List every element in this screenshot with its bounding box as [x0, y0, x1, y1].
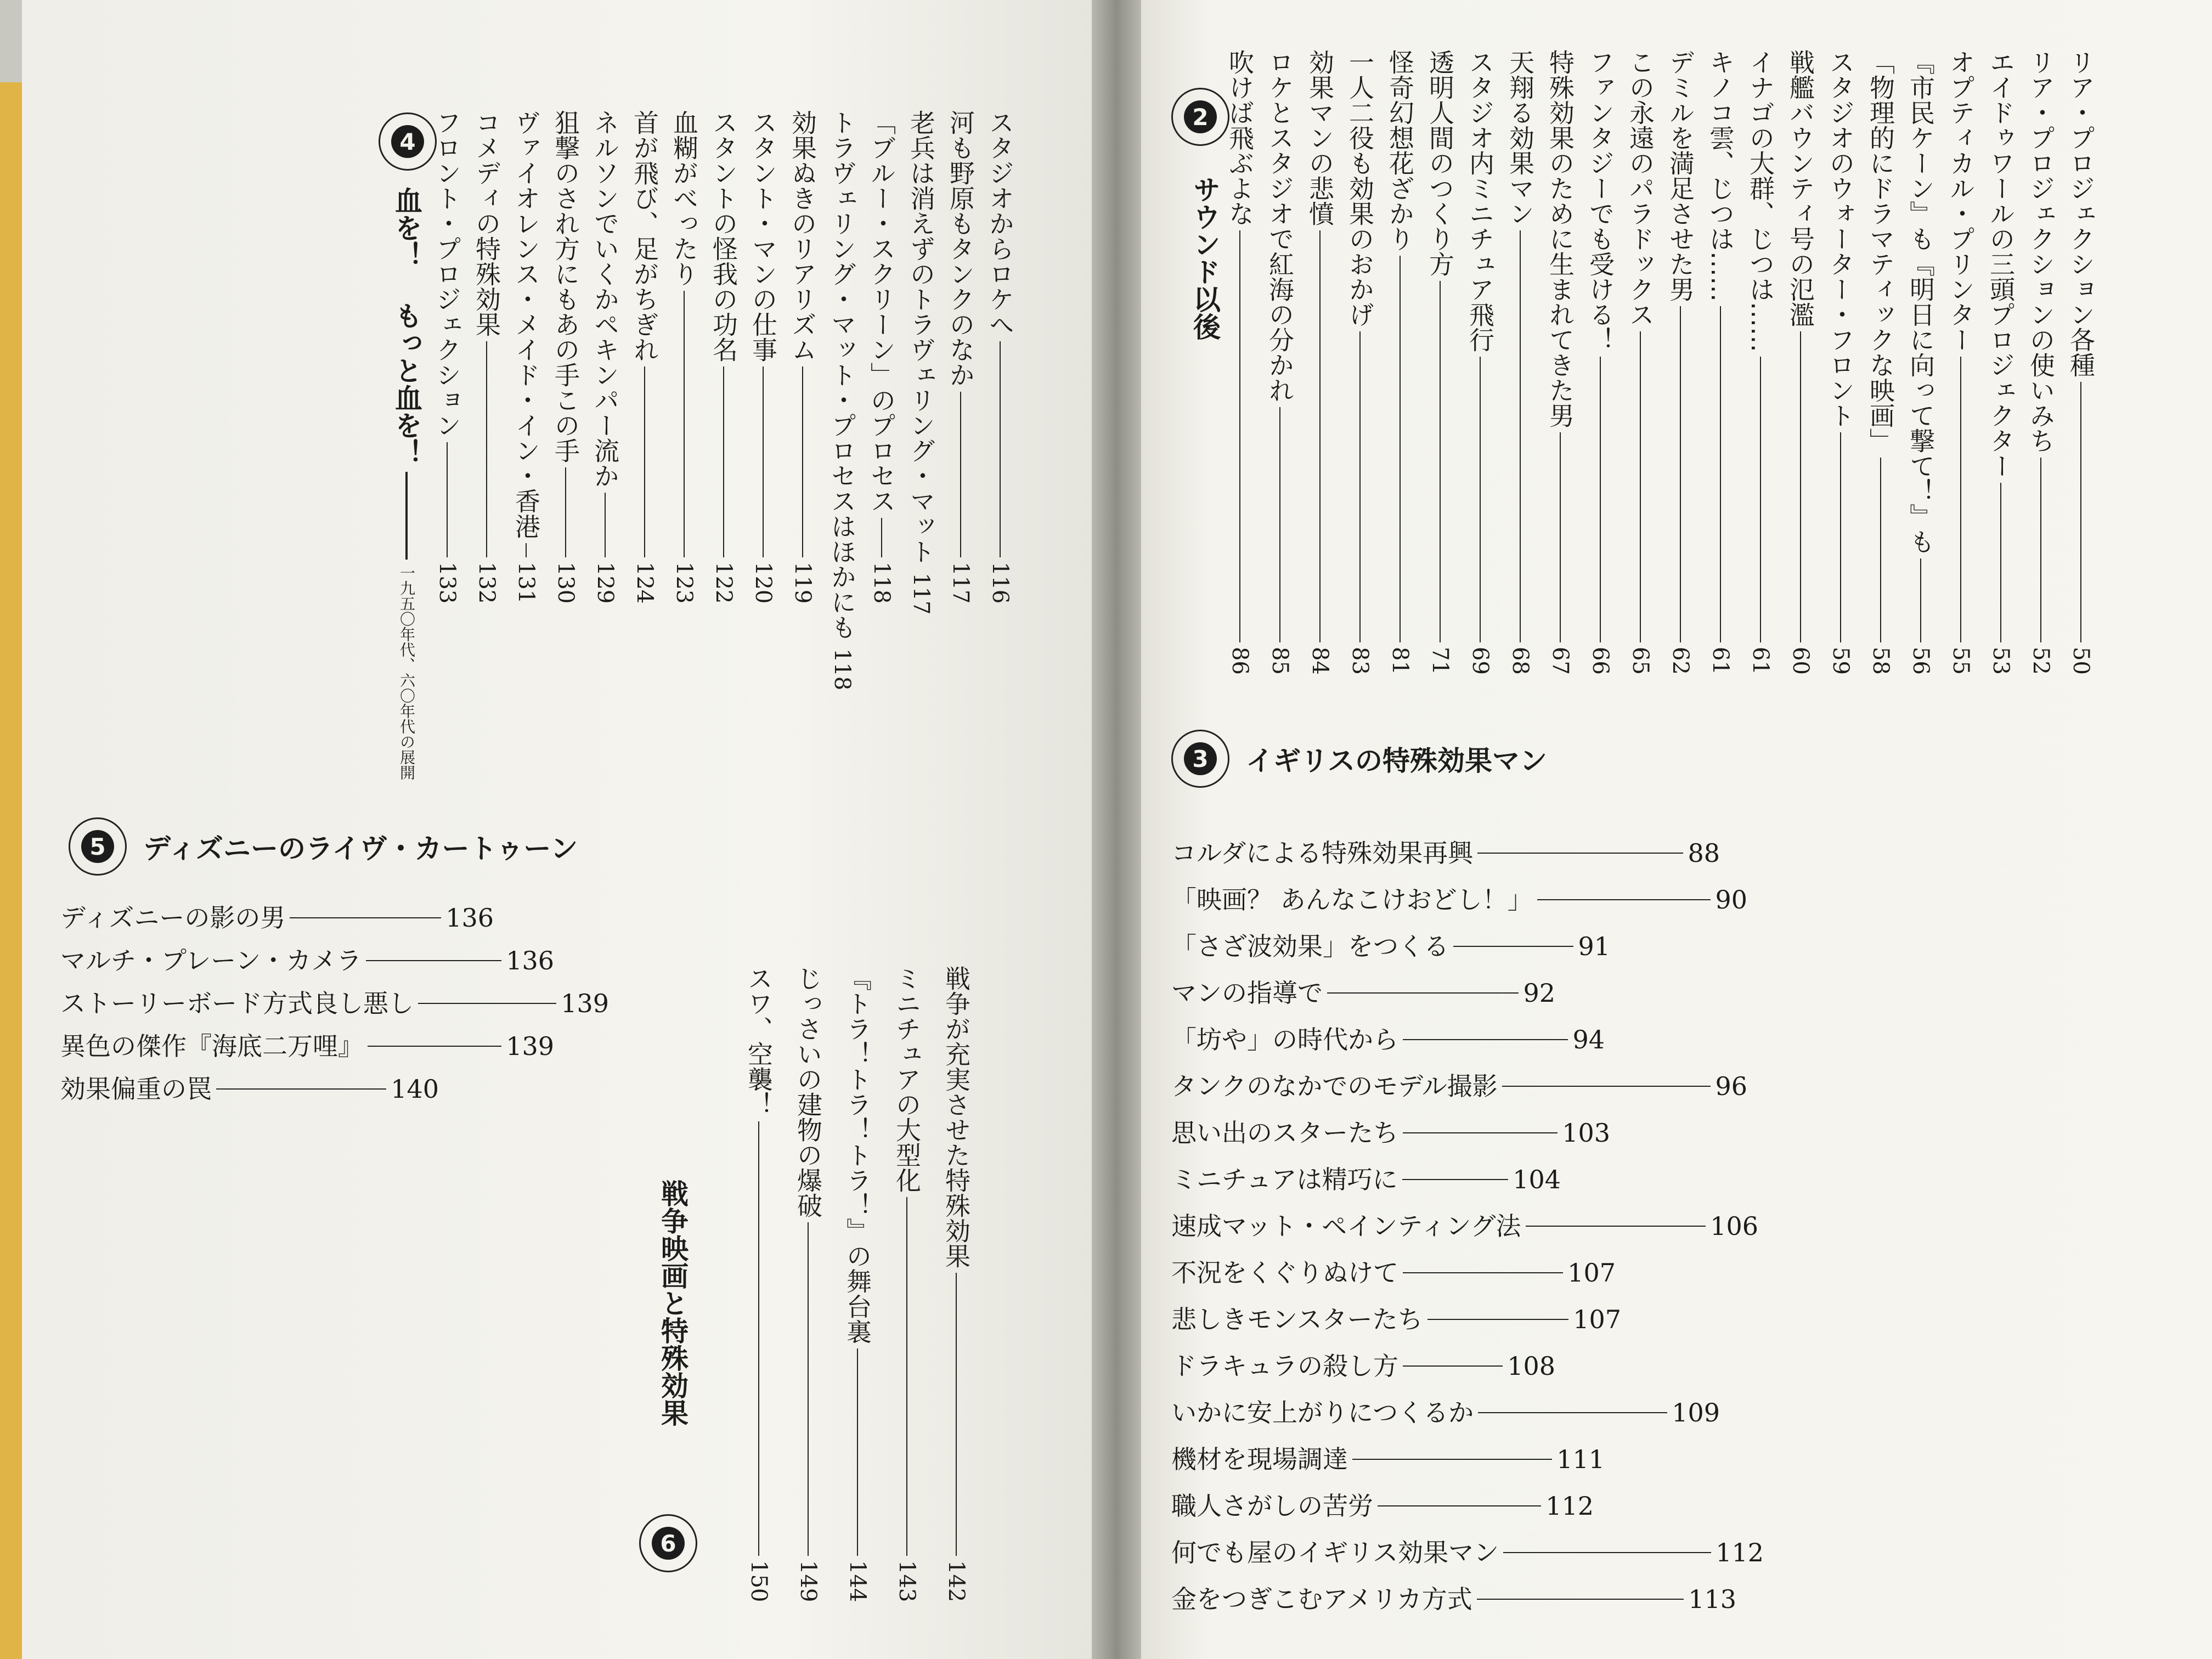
toc-entry	[985, 110, 1015, 603]
toc-entry-title: 「映画？ あんなこけおどし！」	[1171, 885, 1533, 915]
chapter-3-badge	[1171, 730, 1229, 788]
toc-leader-line	[1352, 1459, 1552, 1460]
toc-entry	[1946, 49, 1976, 675]
toc-page-number: 61	[1748, 647, 1773, 675]
toc-entry-title: キノコ雲、じつは……	[1706, 49, 1735, 302]
toc-entry-title: じっさいの建物の爆破	[793, 966, 823, 1218]
toc-page-number: 83	[1347, 647, 1373, 675]
toc-page-number: 120	[751, 561, 776, 603]
toc-leader-line	[2000, 483, 2001, 642]
toc-leader-line	[486, 341, 487, 557]
toc-leader-line	[1600, 357, 1601, 642]
toc-entry	[1748, 49, 1773, 675]
toc-entry-title: 透明人間のつくり方	[1425, 49, 1455, 276]
toc-leader-line	[216, 1088, 386, 1090]
toc-entry	[1628, 49, 1653, 675]
toc-entry	[1171, 1493, 1594, 1519]
toc-leader-line	[1640, 331, 1641, 642]
toc-leader-line	[1840, 432, 1841, 642]
toc-page-number: 104	[1513, 1165, 1561, 1194]
toc-page-number: 61	[1708, 647, 1733, 675]
toc-entry	[1171, 1540, 1764, 1565]
toc-page-number: 91	[1578, 932, 1610, 961]
toc-page-number: 119	[790, 561, 815, 603]
toc-page-number: 88	[1688, 838, 1720, 868]
toc-leader-line	[956, 1273, 957, 1556]
toc-entry	[60, 903, 494, 933]
toc-entry-title: 悲しきモンスターたち	[1171, 1305, 1423, 1334]
toc-entry	[1788, 49, 1813, 675]
toc-entry-title: 『トラ！トラ！トラ！』の舞台裏	[843, 966, 872, 1344]
toc-entry-title: 戦艦バウンティ号の氾濫	[1786, 49, 1815, 327]
toc-entry	[941, 966, 971, 1602]
toc-entry-title: 血糊がべったり	[669, 110, 699, 286]
toc-page-number: 85	[1267, 647, 1293, 675]
toc-entry	[60, 1076, 439, 1102]
toc-page-number: 111	[1556, 1444, 1605, 1474]
toc-entry-title: イナゴの大群、じつは……	[1746, 49, 1775, 352]
toc-page-number: 122	[711, 561, 736, 603]
toc-page-number: 118	[830, 648, 855, 691]
toc-page-number: 129	[592, 561, 618, 603]
toc-entry	[1171, 1258, 1616, 1288]
toc-leader-line	[1520, 230, 1521, 642]
toc-entry	[60, 1031, 554, 1061]
toc-leader-line	[1327, 992, 1519, 994]
toc-entry-title: 一人二役も効果のおかげ	[1345, 49, 1375, 327]
toc-page-number: 71	[1427, 647, 1453, 675]
toc-entry	[1986, 49, 2016, 675]
toc-entry-title: 首が飛び、足がちぎれ	[630, 110, 659, 362]
chapter-4-subtitle: 一九五〇年代、六〇年代の展開	[398, 565, 416, 780]
toc-page-number: 107	[1567, 1258, 1616, 1288]
toc-leader-line	[1477, 853, 1683, 854]
toc-entry-title: スワ、空襲！	[744, 966, 774, 1117]
toc-entry-title: 戦争が充実させた特殊効果	[941, 966, 971, 1268]
toc-entry	[948, 110, 973, 603]
toc-leader-line	[723, 366, 724, 557]
toc-entry	[1171, 1071, 1747, 1101]
toc-entry	[1171, 980, 1555, 1006]
toc-page-number: 84	[1307, 647, 1333, 675]
toc-leader-line	[906, 1197, 907, 1556]
toc-page-number: 103	[1562, 1118, 1610, 1148]
toc-leader-line	[1502, 1086, 1711, 1087]
toc-entry-title: ミニチュアの大型化	[892, 966, 922, 1193]
toc-entry	[60, 948, 554, 973]
toc-leader-line	[418, 1003, 556, 1004]
chapter-4-badge	[379, 112, 437, 171]
toc-entry	[1171, 840, 1720, 866]
toc-page-number: 69	[1468, 647, 1493, 675]
toc-entry-title: 機材を現場調達	[1171, 1444, 1348, 1474]
toc-entry-title: オプティカル・プリンター	[1946, 49, 1976, 352]
toc-page-number: 132	[474, 561, 499, 603]
toc-leader-line	[1800, 331, 1801, 642]
toc-leader-line	[857, 1348, 858, 1556]
toc-leader-line	[2080, 382, 2081, 642]
toc-leader-line	[1960, 357, 1961, 642]
book-spine	[1092, 0, 1141, 1659]
toc-leader-line	[1720, 306, 1721, 642]
toc-entry	[511, 110, 541, 603]
toc-page-number: 52	[2028, 647, 2053, 675]
toc-page-number: 131	[514, 561, 539, 603]
toc-entry	[1347, 49, 1373, 675]
toc-entry	[827, 110, 857, 691]
toc-entry-title: スタジオ内ミニチュア飛行	[1465, 49, 1495, 352]
toc-leader-line	[1378, 1505, 1541, 1506]
toc-page-number: 60	[1788, 647, 1813, 675]
toc-entry-title: リア・プロジェクションの使いみち	[2026, 49, 2056, 453]
toc-entry	[553, 110, 578, 603]
toc-leader-line	[1880, 458, 1881, 642]
toc-page-number: 139	[506, 1031, 554, 1061]
toc-entry	[2068, 49, 2094, 675]
toc-entry-title: 天翔る効果マン	[1505, 49, 1535, 226]
toc-entry	[60, 991, 609, 1016]
toc-page-number: 81	[1387, 647, 1413, 675]
toc-entry	[1906, 49, 1936, 675]
chapter-2-title	[1185, 176, 1224, 340]
toc-entry-title: フロント・プロジェクション	[432, 110, 462, 438]
toc-entry-title: 老兵は消えずのトラヴェリング・マット	[906, 110, 936, 564]
toc-entry-title: 河も野原もタンクのなか	[946, 110, 975, 387]
toc-leader-line	[1920, 558, 1921, 642]
toc-entry-title: ミニチュアは精巧に	[1171, 1165, 1398, 1194]
toc-page-number: 67	[1548, 647, 1573, 675]
toc-leader-line	[1000, 341, 1001, 557]
toc-page-number: 117	[948, 561, 973, 603]
toc-page-number: 94	[1572, 1025, 1605, 1054]
toc-entry	[1171, 1167, 1561, 1192]
toc-leader-line	[1403, 1365, 1503, 1367]
chapter-2-number: 2	[1184, 100, 1217, 133]
toc-page-number: 143	[894, 1560, 919, 1602]
toc-page-number: 106	[1710, 1211, 1758, 1241]
toc-page-number: 136	[445, 903, 494, 933]
toc-leader-line	[1239, 230, 1240, 642]
toc-leader-line	[684, 291, 685, 557]
toc-page-number: 92	[1523, 978, 1555, 1008]
toc-entry-title: ファンタジーでも受ける！	[1585, 49, 1615, 352]
toc-page-number: 58	[1868, 647, 1893, 675]
toc-entry	[432, 110, 462, 603]
toc-entry	[1585, 49, 1615, 675]
toc-entry-title: ストーリーボード方式良し悪し	[60, 989, 414, 1018]
chapter-5-number: 5	[81, 830, 114, 863]
toc-entry-title: 「坊や」の時代から	[1171, 1025, 1398, 1054]
chapter-2-badge	[1171, 88, 1229, 146]
toc-entry-title: 狙撃のされ方にもあの手この手	[551, 110, 580, 463]
toc-leader-line	[1560, 432, 1561, 642]
toc-entry	[1171, 1211, 1758, 1241]
toc-page-number: 53	[1988, 647, 2013, 675]
toc-entry-title: タンクのなかでのモデル撮影	[1171, 1071, 1498, 1101]
toc-entry	[790, 110, 815, 603]
toc-entry	[1545, 49, 1575, 675]
toc-leader-line	[565, 467, 566, 557]
toc-entry-title: リア・プロジェクション各種	[2066, 49, 2096, 377]
toc-leader-line	[2040, 458, 2041, 642]
toc-page-number: 50	[2068, 647, 2094, 675]
chapter-5-badge	[69, 817, 127, 876]
toc-page-number: 149	[795, 1560, 821, 1602]
toc-page-number: 86	[1227, 647, 1252, 675]
toc-page-number: 116	[988, 561, 1013, 603]
toc-leader-line	[1427, 1319, 1569, 1320]
toc-entry-title: 吹けば飛ぶよな	[1225, 49, 1255, 226]
toc-leader-line	[763, 366, 764, 557]
toc-entry	[711, 110, 736, 603]
toc-leader-line	[1537, 899, 1711, 900]
toc-entry-title: トラヴェリング・マット・プロセスはほかにも	[827, 110, 857, 640]
toc-page-number: 142	[944, 1560, 969, 1602]
toc-entry-title: ネルソンでいくかペキンパー流か	[590, 110, 620, 488]
toc-leader-line	[1526, 1226, 1706, 1227]
toc-entry-title: 怪奇幻想花ざかり	[1385, 49, 1415, 251]
toc-entry	[592, 110, 618, 603]
toc-entry	[1171, 1307, 1621, 1332]
toc-leader-line	[1402, 1179, 1509, 1180]
toc-page-number: 144	[845, 1560, 870, 1602]
toc-page-number: 117	[909, 573, 934, 615]
toc-entry-title: この永遠のパラドックス	[1626, 49, 1655, 327]
toc-entry-title: スタントの怪我の功名	[709, 110, 738, 362]
toc-page-number: 112	[1545, 1491, 1594, 1521]
chapter-4-title-dash	[405, 472, 408, 560]
chapter-5-header	[69, 817, 578, 876]
toc-leader-line	[1477, 1599, 1684, 1600]
toc-page-number: 133	[435, 561, 460, 603]
toc-entry	[748, 110, 778, 603]
toc-leader-line	[526, 543, 527, 557]
chapter-4-title-part2: もっと血を！	[391, 302, 422, 466]
toc-entry	[1225, 49, 1255, 675]
toc-page-number: 66	[1588, 647, 1613, 675]
toc-leader-line	[1480, 357, 1481, 642]
chapter-6-number: 6	[652, 1527, 685, 1560]
toc-leader-line	[1478, 1412, 1667, 1413]
chapter-3-number: 3	[1184, 742, 1217, 775]
toc-leader-line	[1319, 230, 1321, 642]
toc-entry	[744, 966, 774, 1602]
toc-page-number: 96	[1715, 1071, 1747, 1101]
toc-entry	[1505, 49, 1535, 675]
toc-leader-line	[605, 493, 606, 557]
toc-entry	[1668, 49, 1693, 675]
toc-leader-line	[1680, 306, 1681, 642]
toc-entry	[1868, 49, 1893, 675]
chapter-5-title: ディズニーのライヴ・カートゥーン	[143, 833, 578, 865]
toc-page-number: 139	[561, 989, 609, 1018]
toc-leader-line	[1440, 281, 1441, 642]
chapter-4-number: 4	[391, 125, 424, 158]
toc-entry	[906, 110, 936, 615]
toc-page-number: 59	[1828, 647, 1853, 675]
toc-leader-line	[644, 366, 645, 557]
chapter-4-title	[387, 187, 426, 780]
toc-entry-title: いかに安上がりにつくるか	[1171, 1398, 1474, 1427]
toc-entry	[1708, 49, 1733, 675]
toc-entry-title: デミルを満足させた男	[1666, 49, 1695, 302]
toc-entry-title: 「さざ波効果」をつくる	[1171, 932, 1449, 961]
toc-entry-title: 速成マット・ペインティング法	[1171, 1211, 1521, 1241]
toc-page-number: 62	[1668, 647, 1693, 675]
toc-entry-title: 金をつぎこむアメリカ方式	[1171, 1584, 1472, 1614]
toc-entry-title: 職人さがしの苦労	[1171, 1491, 1373, 1521]
toc-entry	[669, 110, 699, 603]
book-edge	[0, 82, 22, 1659]
toc-entry-title: マンの指導で	[1171, 978, 1323, 1008]
toc-entry	[869, 110, 894, 603]
toc-entry	[2026, 49, 2056, 675]
toc-entry	[1171, 1027, 1605, 1052]
toc-leader-line	[368, 1046, 501, 1047]
toc-entry-title: 思い出のスターたち	[1171, 1118, 1398, 1148]
toc-page-number: 118	[869, 561, 894, 603]
toc-entry	[1171, 1120, 1610, 1146]
toc-entry	[1465, 49, 1495, 675]
toc-entry	[1427, 49, 1453, 675]
toc-entry	[1171, 885, 1747, 915]
toc-entry-title: スタント・マンの仕事	[748, 110, 778, 362]
toc-page-number: 124	[632, 561, 657, 603]
toc-entry	[845, 966, 870, 1602]
toc-page-number: 90	[1715, 885, 1747, 915]
toc-entry	[1307, 49, 1333, 675]
toc-page-number: 112	[1716, 1538, 1764, 1567]
toc-leader-line	[802, 366, 803, 557]
toc-leader-line	[1359, 331, 1361, 642]
chapter-6-badge	[639, 1514, 697, 1572]
toc-entry-title: 異色の傑作『海底二万哩』	[60, 1031, 363, 1061]
toc-entry	[632, 110, 657, 603]
toc-leader-line	[960, 392, 961, 557]
chapter-2-title-text: サウンド以後	[1189, 176, 1221, 340]
toc-entry-title: 効果ぬきのリアリズム	[788, 110, 817, 362]
toc-leader-line	[758, 1121, 759, 1556]
toc-page-number: 130	[553, 561, 578, 603]
toc-entry-title: 効果マンの悲憤	[1305, 49, 1335, 226]
toc-page-number: 56	[1908, 647, 1933, 675]
toc-page-number: 65	[1628, 647, 1653, 675]
toc-leader-line	[1503, 1552, 1711, 1553]
toc-entry-title: 特殊効果のために生まれてきた男	[1545, 49, 1575, 428]
toc-entry-title: スタジオのウォーター・フロント	[1826, 49, 1855, 428]
chapter-3-header	[1171, 730, 1547, 788]
toc-entry-title: 効果偏重の罠	[60, 1074, 212, 1104]
toc-page-number: 150	[746, 1560, 771, 1602]
toc-leader-line	[1453, 946, 1573, 947]
toc-entry	[1267, 49, 1293, 675]
toc-leader-line	[1403, 1272, 1563, 1273]
toc-entry-title: 『市民ケーン』も『明日に向って撃て！』も	[1906, 49, 1936, 554]
toc-entry	[1171, 1584, 1736, 1614]
toc-entry-title: スタジオからロケへ	[985, 110, 1015, 337]
toc-entry-title: マルチ・プレーン・カメラ	[60, 946, 362, 975]
toc-leader-line	[1279, 407, 1280, 642]
toc-entry-title: ドラキュラの殺し方	[1171, 1351, 1398, 1381]
toc-page-number: 136	[506, 946, 554, 975]
toc-entry-title: コメディの特殊効果	[472, 110, 501, 337]
toc-leader-line	[290, 917, 441, 918]
toc-entry	[795, 966, 821, 1602]
toc-entry	[1171, 1353, 1555, 1379]
toc-leader-line	[808, 1222, 809, 1556]
chapter-6-title	[653, 1180, 692, 1426]
chapter-4-title-part1: 血を！	[391, 187, 422, 269]
toc-entry-title: 「物理的にドラマティックな映画」	[1866, 49, 1895, 453]
toc-page-number: 68	[1508, 647, 1533, 675]
toc-entry-title: エイドゥワールの三頭プロジェクター	[1986, 49, 2016, 478]
chapter-6-title-text: 戦争映画と特殊効果	[657, 1180, 689, 1426]
toc-leader-line	[447, 442, 448, 557]
toc-entry	[1171, 1444, 1605, 1474]
toc-entry-title: コルダによる特殊効果再興	[1171, 838, 1474, 868]
toc-entry	[474, 110, 499, 603]
toc-entry	[1387, 49, 1413, 675]
chapter-3-title: イギリスの特殊効果マン	[1246, 745, 1547, 777]
toc-entry	[1171, 934, 1610, 959]
toc-page-number: 108	[1507, 1351, 1555, 1381]
toc-leader-line	[881, 518, 882, 557]
toc-page-number: 140	[391, 1074, 439, 1104]
toc-page-number: 109	[1672, 1398, 1720, 1427]
toc-leader-line	[1760, 357, 1761, 642]
toc-page-number: 55	[1948, 647, 1973, 675]
toc-entry-title: 何でも屋のイギリス効果マン	[1171, 1538, 1499, 1567]
toc-leader-line	[1403, 1132, 1558, 1133]
toc-page-number: 107	[1573, 1305, 1621, 1334]
toc-page-number: 123	[672, 561, 697, 603]
toc-entry	[1828, 49, 1853, 675]
toc-entry	[1171, 1400, 1720, 1425]
toc-leader-line	[1400, 256, 1401, 642]
toc-leader-line	[1403, 1039, 1568, 1040]
toc-entry-title: ディズニーの影の男	[60, 903, 286, 933]
toc-entry-title: 不況をくぐりぬけて	[1171, 1258, 1398, 1288]
toc-entry	[892, 966, 922, 1602]
toc-entry-title: ヴァイオレンス・メイド・イン・香港	[511, 110, 541, 539]
toc-entry-title: 「ブルー・スクリーン」のプロセス	[867, 110, 896, 514]
toc-leader-line	[366, 960, 501, 961]
toc-page-number: 113	[1688, 1584, 1736, 1614]
toc-entry-title: ロケとスタジオで紅海の分かれ	[1265, 49, 1295, 403]
